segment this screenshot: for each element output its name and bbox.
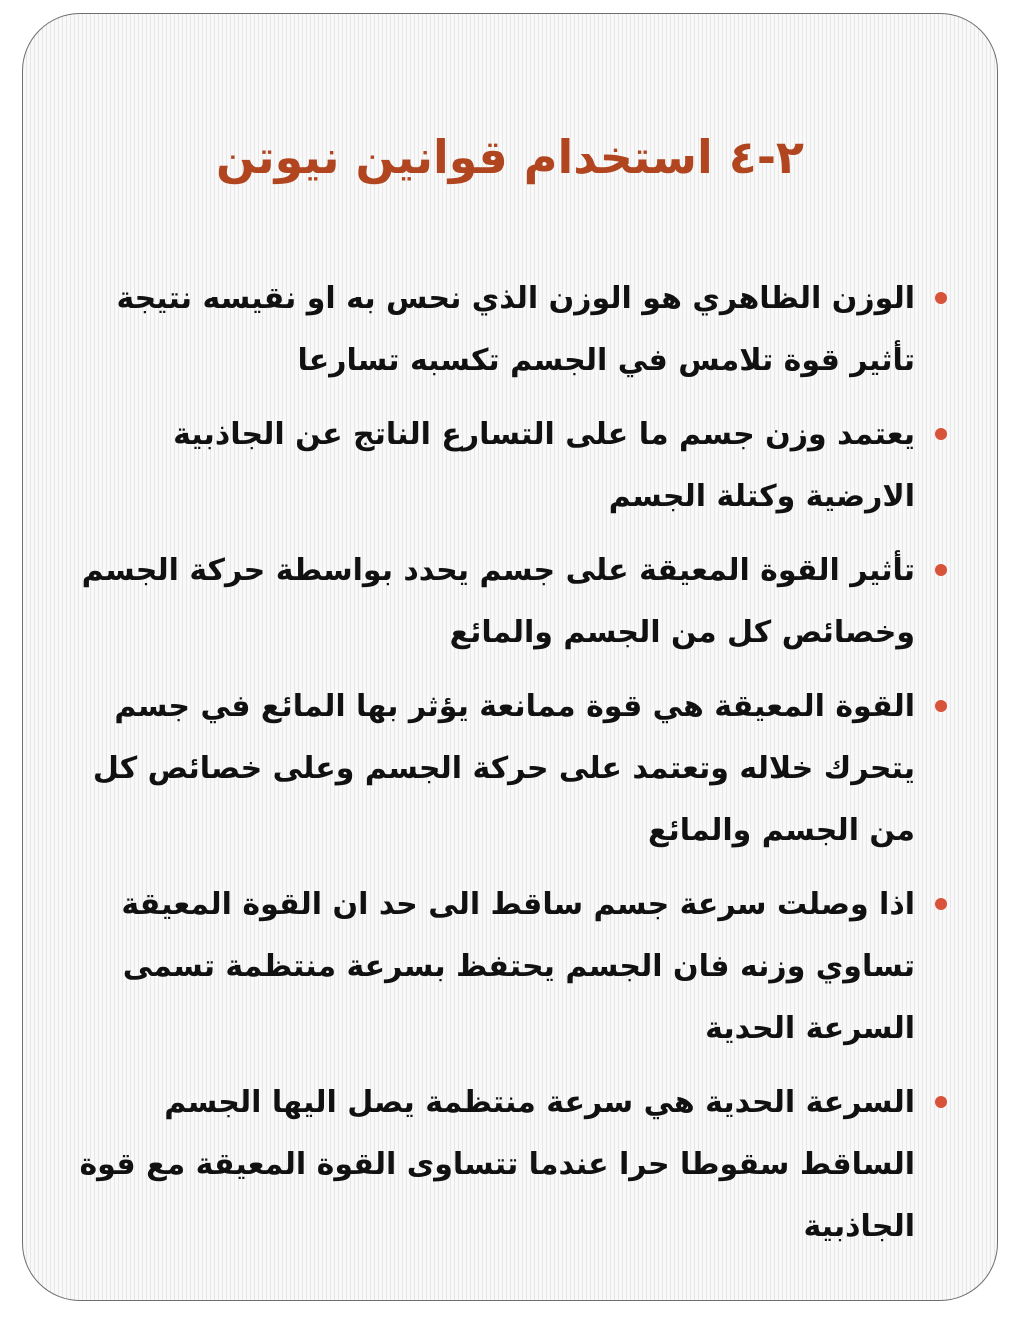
bullet-dot-icon — [935, 1096, 947, 1108]
list-item — [57, 268, 947, 392]
slide-title: ٢-٤ استخدام قوانين نيوتن — [215, 130, 804, 184]
bullet-dot-icon — [935, 700, 947, 712]
bullet-text: السرعة الحدية هي سرعة منتظمة يصل اليها الجسم الساقط سقوطا حرا عندما تتساوى القوة المعيقة مع قوة الجاذبية — [79, 1085, 915, 1244]
bullet-text: يعتمد وزن جسم ما على التسارع الناتج عن الجاذبية الارضية وكتلة الجسم — [173, 417, 915, 514]
bullet-text: الوزن الظاهري هو الوزن الذي نحس به او نقيسه نتيجة تأثير قوة تلامس في الجسم تكسبه تسارعا — [116, 281, 915, 378]
list-item — [57, 1072, 947, 1258]
list-item — [57, 540, 947, 664]
bullet-dot-icon — [935, 564, 947, 576]
bullet-text: اذا وصلت سرعة جسم ساقط الى حد ان القوة المعيقة تساوي وزنه فان الجسم يحتفظ بسرعة منتظمة تسمى السرعة الحدية — [121, 887, 915, 1046]
bullet-text: تأثير القوة المعيقة على جسم يحدد بواسطة حركة الجسم وخصائص كل من الجسم والمائع — [81, 553, 915, 650]
list-item — [57, 874, 947, 1060]
bullet-dot-icon — [935, 428, 947, 440]
list-item — [57, 676, 947, 862]
bullet-dot-icon — [935, 898, 947, 910]
bullet-list — [57, 268, 947, 1270]
bullet-text: القوة المعيقة هي قوة ممانعة يؤثر بها المائع في جسم يتحرك خلاله وتعتمد على حركة الجسم وعلى خصائص كل من الجسم والمائع — [92, 689, 915, 848]
slide — [22, 13, 998, 1301]
list-item — [57, 404, 947, 528]
bullet-dot-icon — [935, 292, 947, 304]
